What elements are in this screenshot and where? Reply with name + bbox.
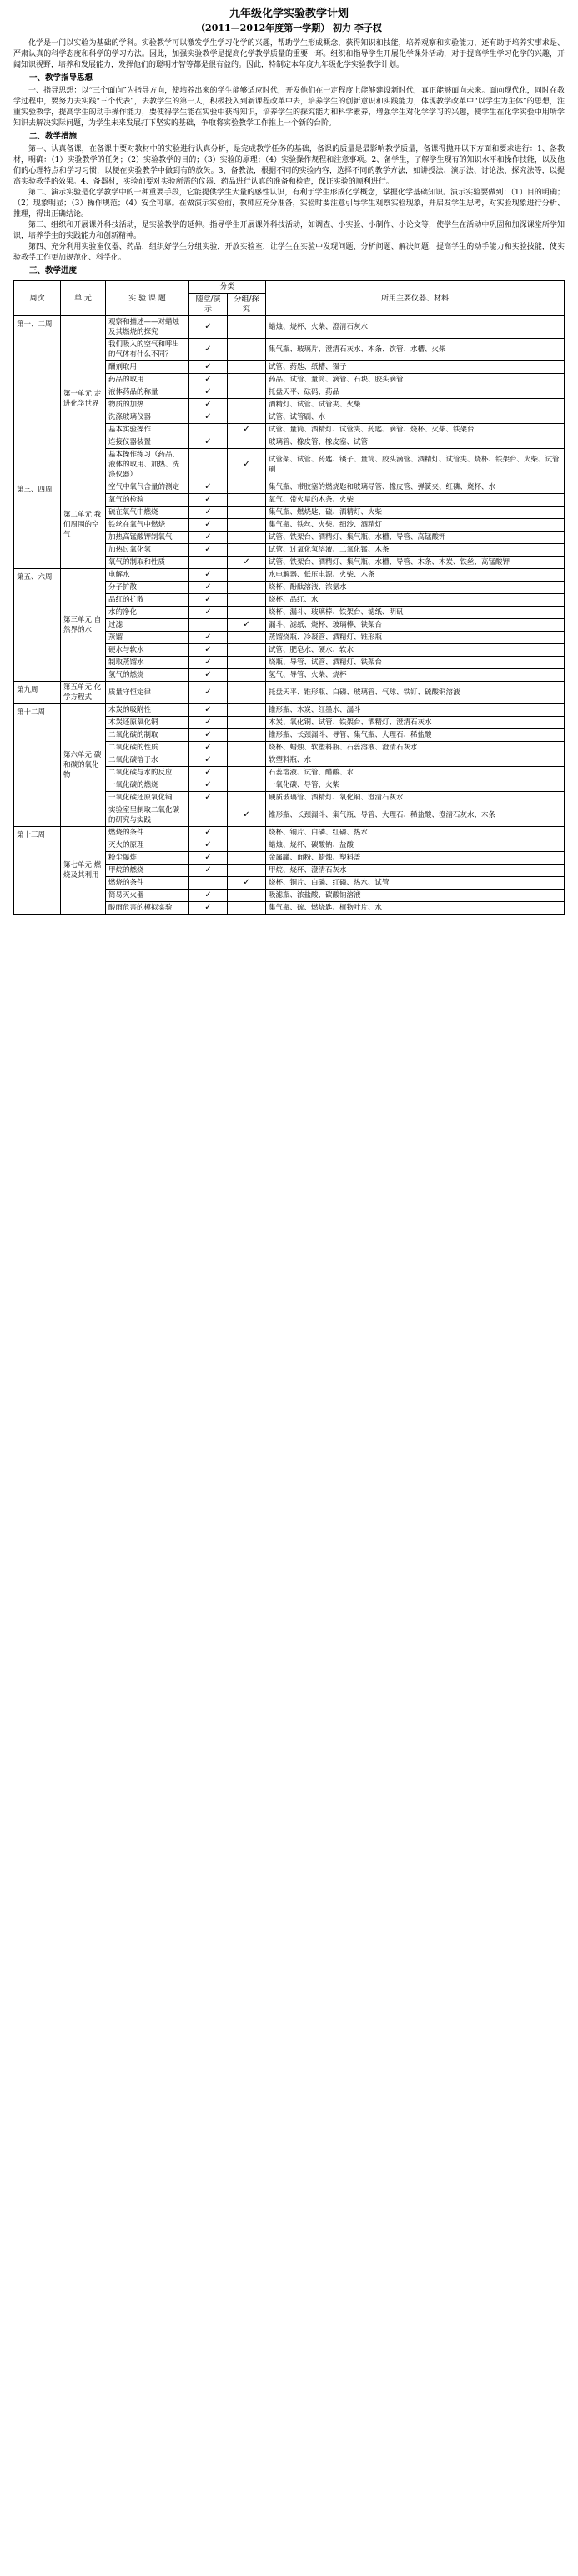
materials-cell: 硬质玻璃管、酒精灯、氧化铜、澄清石灰水 [266, 792, 565, 804]
week-cell: 第十二周 [14, 704, 61, 827]
demo-check-cell: ✓ [189, 316, 228, 339]
group-check-cell [228, 852, 266, 865]
group-check-cell [228, 657, 266, 669]
group-check-cell: ✓ [228, 557, 266, 569]
materials-cell: 试管、药匙、纸槽、镊子 [266, 361, 565, 374]
experiment-cell: 木炭的吸附性 [106, 704, 189, 717]
group-check-cell [228, 594, 266, 607]
schedule-body [14, 316, 565, 915]
group-check-cell [228, 339, 266, 361]
group-check-cell [228, 644, 266, 657]
group-check-cell [228, 582, 266, 594]
experiment-cell: 木炭还原氧化铜 [106, 717, 189, 729]
materials-cell: 烧杯、漏斗、玻璃棒、铁架台、滤纸、明矾 [266, 607, 565, 619]
materials-cell: 试管、铁架台、酒精灯、集气瓶、水槽、导管、高锰酸钾 [266, 532, 565, 544]
experiment-cell: 质量守恒定律 [106, 682, 189, 704]
demo-check-cell: ✓ [189, 544, 228, 557]
measure-paragraph-2: 第二、演示实验是化学教学中的一种重要手段，它能提供学生大量的感性认识，有利于学生形成化学概念，掌握化学基础知识。演示实验要做到：（1）目的明确；（2）现象明显；（3）操作规范；（4）安全可靠。在做演示实验前，教师应充分准备，实验时要注意引导学生观察实验现象，并启发学生思考，对实验现象进行分析、推理，得出正确结论。 [13, 189, 565, 219]
materials-cell: 锥形瓶、长颈漏斗、导管、集气瓶、大理石、稀盐酸 [266, 729, 565, 742]
demo-check-cell: ✓ [189, 669, 228, 682]
header-demo: 随堂/演示 [189, 294, 228, 316]
week-cell: 第三、四周 [14, 481, 61, 569]
week-cell: 第九周 [14, 682, 61, 704]
group-check-cell [228, 316, 266, 339]
experiment-cell: 连接仪器装置 [106, 436, 189, 449]
unit-cell: 第一单元 走进化学世界 [61, 316, 106, 481]
materials-cell: 烧杯、铜片、白磷、红磷、热水、试管 [266, 877, 565, 890]
group-check-cell [228, 532, 266, 544]
materials-cell: 吸滤瓶、浓盐酸、碳酸钠溶液 [266, 890, 565, 902]
materials-cell: 甲烷、烧杯、澄清石灰水 [266, 865, 565, 877]
schedule-table [13, 280, 565, 915]
materials-cell: 试管、过氧化氢溶液、二氧化锰、木条 [266, 544, 565, 557]
group-check-cell [228, 569, 266, 582]
experiment-cell: 二氧化碳的性质 [106, 742, 189, 754]
demo-check-cell [189, 619, 228, 632]
experiment-cell: 酸雨危害的模拟实验 [106, 902, 189, 915]
week-cell: 第十三周 [14, 827, 61, 915]
group-check-cell: ✓ [228, 804, 266, 827]
experiment-cell: 加热过氧化氢 [106, 544, 189, 557]
experiment-cell: 我们吸入的空气和呼出的气体有什么不同？ [106, 339, 189, 361]
experiment-cell: 一氧化碳的燃烧 [106, 779, 189, 792]
demo-check-cell: ✓ [189, 569, 228, 582]
group-check-cell [228, 507, 266, 519]
demo-check-cell: ✓ [189, 494, 228, 507]
experiment-cell: 氧气的检验 [106, 494, 189, 507]
header-category: 分类 [189, 281, 266, 294]
experiment-cell: 电解水 [106, 569, 189, 582]
materials-cell: 氢气、导管、火柴、烧杯 [266, 669, 565, 682]
group-check-cell [228, 399, 266, 411]
experiment-cell: 硬水与软水 [106, 644, 189, 657]
materials-cell: 集气瓶、带胶塞的燃烧匙和玻璃导管、橡皮管、弹簧夹、红磷、烧杯、水 [266, 481, 565, 494]
materials-cell: 蜡烛、烧杯、火柴、澄清石灰水 [266, 316, 565, 339]
experiment-cell: 二氧化碳的制取 [106, 729, 189, 742]
unit-cell: 第七单元 燃烧及其利用 [61, 827, 106, 915]
materials-cell: 烧杯、蜡烛、软塑料瓶、石蕊溶液、澄清石灰水 [266, 742, 565, 754]
experiment-cell: 加热高锰酸钾制氧气 [106, 532, 189, 544]
section-heading-1: 一、教学指导思想 [29, 73, 93, 83]
group-check-cell [228, 386, 266, 399]
demo-check-cell: ✓ [189, 411, 228, 424]
experiment-cell: 简易灭火器 [106, 890, 189, 902]
table-row [14, 704, 565, 717]
section-heading-2: 二、教学措施 [29, 132, 78, 141]
demo-check-cell: ✓ [189, 865, 228, 877]
measure-paragraph-4: 第四、充分利用实验室仪器、药品，组织好学生分组实验，开放实验室，让学生在实验中发现问题、分析问题、解决问题，提高学生的动手能力和实验技能，使实验教学工作更加规范化、科学化。 [13, 243, 565, 262]
demo-check-cell [189, 877, 228, 890]
group-check-cell [228, 632, 266, 644]
materials-cell: 石蕊溶液、试管、醋酸、水 [266, 767, 565, 779]
measure-paragraph-3: 第三、组织和开展课外科技活动，是实验教学的延伸。指导学生开展课外科技活动，如调查、小实验、小制作、小论文等，使学生在活动中巩固和加深课堂所学知识，培养学生的实践能力和创新精神。 [13, 221, 565, 240]
experiment-cell: 燃烧的条件 [106, 827, 189, 839]
experiment-cell: 观察和描述——对蜡烛及其燃烧的探究 [106, 316, 189, 339]
group-check-cell [228, 669, 266, 682]
unit-cell: 第二单元 我们周围的空气 [61, 481, 106, 569]
experiment-cell: 氧气的制取和性质 [106, 557, 189, 569]
demo-check-cell: ✓ [189, 827, 228, 839]
experiment-cell: 燃烧的条件 [106, 877, 189, 890]
experiment-cell: 水的净化 [106, 607, 189, 619]
experiment-cell: 药品的取用 [106, 374, 189, 386]
demo-check-cell: ✓ [189, 852, 228, 865]
materials-cell: 氧气、带火星的木条、火柴 [266, 494, 565, 507]
week-cell: 第五、六周 [14, 569, 61, 682]
materials-cell: 锥形瓶、长颈漏斗、集气瓶、导管、大理石、稀盐酸、澄清石灰水、木条 [266, 804, 565, 827]
demo-check-cell: ✓ [189, 582, 228, 594]
experiment-cell: 硫在氧气中燃烧 [106, 507, 189, 519]
experiment-cell: 铁丝在氧气中燃烧 [106, 519, 189, 532]
group-check-cell [228, 717, 266, 729]
experiment-cell: 二氧化碳溶于水 [106, 754, 189, 767]
experiment-cell: 粉尘爆炸 [106, 852, 189, 865]
materials-cell: 漏斗、滤纸、烧杯、玻璃棒、铁架台 [266, 619, 565, 632]
demo-check-cell: ✓ [189, 436, 228, 449]
header-unit: 单 元 [61, 281, 106, 316]
materials-cell: 蒸馏烧瓶、冷凝管、酒精灯、锥形瓶 [266, 632, 565, 644]
group-check-cell [228, 779, 266, 792]
materials-cell: 托盘天平、砝码、药品 [266, 386, 565, 399]
group-check-cell [228, 865, 266, 877]
materials-cell: 水电解器、低压电源、火柴、木条 [266, 569, 565, 582]
header-week: 周次 [14, 281, 61, 316]
demo-check-cell: ✓ [189, 594, 228, 607]
materials-cell: 集气瓶、硫、燃烧匙、植物叶片、水 [266, 902, 565, 915]
experiment-cell: 分子扩散 [106, 582, 189, 594]
demo-check-cell [189, 424, 228, 436]
demo-check-cell: ✓ [189, 754, 228, 767]
group-check-cell [228, 839, 266, 852]
demo-check-cell: ✓ [189, 532, 228, 544]
group-check-cell [228, 754, 266, 767]
demo-check-cell: ✓ [189, 519, 228, 532]
materials-cell: 烧杯、铜片、白磷、红磷、热水 [266, 827, 565, 839]
experiment-cell: 制取蒸馏水 [106, 657, 189, 669]
experiment-cell: 蒸馏 [106, 632, 189, 644]
experiment-cell: 实验室里制取二氧化碳的研究与实践 [106, 804, 189, 827]
group-check-cell [228, 890, 266, 902]
materials-cell: 锥形瓶、木炭、红墨水、漏斗 [266, 704, 565, 717]
demo-check-cell: ✓ [189, 657, 228, 669]
demo-check-cell: ✓ [189, 339, 228, 361]
demo-check-cell: ✓ [189, 481, 228, 494]
group-check-cell [228, 361, 266, 374]
table-row [14, 569, 565, 582]
group-check-cell: ✓ [228, 449, 266, 481]
document-page [13, 0, 565, 915]
experiment-cell: 物质的加热 [106, 399, 189, 411]
materials-cell: 试管架、试管、药匙、镊子、量筒、胶头滴管、酒精灯、试管夹、烧杯、铁架台、火柴、试管刷 [266, 449, 565, 481]
experiment-cell: 灭火的原理 [106, 839, 189, 852]
materials-cell: 试管、量筒、酒精灯、试管夹、药匙、滴管、烧杯、火柴、铁架台 [266, 424, 565, 436]
document-title: 九年级化学实验教学计划 [229, 8, 349, 20]
group-check-cell [228, 682, 266, 704]
group-check-cell: ✓ [228, 619, 266, 632]
group-check-cell [228, 729, 266, 742]
materials-cell: 托盘天平、锥形瓶、白磷、玻璃管、气球、铁钉、硫酸铜溶液 [266, 682, 565, 704]
demo-check-cell: ✓ [189, 779, 228, 792]
demo-check-cell: ✓ [189, 767, 228, 779]
experiment-cell: 甲烷的燃烧 [106, 865, 189, 877]
table-row [14, 827, 565, 839]
demo-check-cell: ✓ [189, 890, 228, 902]
materials-cell: 木炭、氧化铜、试管、铁架台、酒精灯、澄清石灰水 [266, 717, 565, 729]
header-group: 分组/探究 [228, 294, 266, 316]
group-check-cell: ✓ [228, 424, 266, 436]
materials-cell: 烧杯、品红、水 [266, 594, 565, 607]
guiding-paragraph: 一、指导思想：以“三个面向”为指导方向，使培养出来的学生能够适应时代，开发他们在一定程度上能够建设新时代，真正能够面向未来。面向现代化，同时在教学过程中，要努力去实践“三个代表”，去教学生的第一人，积极投入到新课程改革中去，培养学生的创新意识和实践能力，体现教学改革中“以学生为主体”的思想，注重实验教学，提高学生的动手操作能力，要使得学生能在实验中获得知识，培养学生的探究能力和科学素养，增强学生对化学学习的兴趣，使学生在化学实验中用所学知识去解决实际问题，为学生未来发展打下坚实的基础，争取将实验教学工作推上一个新的台阶。 [13, 87, 565, 128]
experiment-cell: 液体药品的称量 [106, 386, 189, 399]
demo-check-cell [189, 449, 228, 481]
materials-cell: 药品、试管、量筒、滴管、石块、胶头滴管 [266, 374, 565, 386]
group-check-cell [228, 767, 266, 779]
materials-cell: 蜡烛、烧杯、碳酸钠、盐酸 [266, 839, 565, 852]
group-check-cell [228, 519, 266, 532]
experiment-cell: 基本操作练习（药品、液体的取用、加热、洗涤仪器） [106, 449, 189, 481]
intro-paragraph: 化学是一门以实验为基础的学科。实验教学可以激发学生学习化学的兴趣，帮助学生形成概念，获得知识和技能，培养观察和实验能力，还有助于培养实事求是、严肃认真的科学态度和科学的学习方法。因此，加强实验教学是提高化学教学质量的重要一环。组织和指导学生开展化学课外活动，对于提高学生学习化学的兴趣，开阔知识视野，培养和发展能力，发挥他们的聪明才智等都是很有益的。因此，特制定本年度九年级化学实验教学计划。 [13, 39, 565, 69]
group-check-cell [228, 827, 266, 839]
unit-cell: 第五单元 化学方程式 [61, 682, 106, 704]
measure-paragraph-1: 第一、认真备课，在备课中要对教材中的实验进行认真分析，是完成教学任务的基础，备课的质量是最影响教学质量，备课得抛开以下方面和要求进行：1、备教材，明确：（1）实验教学的任务；（2）实验教学的目的；（3）实验的原理；（4）实验操作规程和注意事项。2、备学生，了解学生现有的知识水平和操作技能，以及他们的心理特点和学习习惯，以便在实验教学中做到有的放矢。3、备教法，根据不同的实验内容，选择不同的教学方法，如讲授法、演示法、讨论法、探究法等，以提高实验教学的效果。4、备器材，实验前要对实验所需的仪器、药品进行认真的准备和检查，保证实验的顺利进行。 [13, 145, 565, 186]
demo-check-cell [189, 557, 228, 569]
demo-check-cell: ✓ [189, 607, 228, 619]
materials-cell: 集气瓶、铁丝、火柴、细沙、酒精灯 [266, 519, 565, 532]
materials-cell: 一氧化碳、导管、火柴 [266, 779, 565, 792]
experiment-cell: 过滤 [106, 619, 189, 632]
group-check-cell [228, 902, 266, 915]
group-check-cell: ✓ [228, 877, 266, 890]
group-check-cell [228, 742, 266, 754]
demo-check-cell: ✓ [189, 704, 228, 717]
demo-check-cell: ✓ [189, 361, 228, 374]
group-check-cell [228, 494, 266, 507]
group-check-cell [228, 792, 266, 804]
experiment-cell: 洗涤玻璃仪器 [106, 411, 189, 424]
experiment-cell: 基本实验操作 [106, 424, 189, 436]
section-heading-3: 三、教学进度 [29, 266, 78, 275]
demo-check-cell: ✓ [189, 399, 228, 411]
materials-cell: 酒精灯、试管、试管夹、火柴 [266, 399, 565, 411]
experiment-cell: 一氧化碳还原氧化铜 [106, 792, 189, 804]
demo-check-cell: ✓ [189, 644, 228, 657]
group-check-cell [228, 544, 266, 557]
document-subtitle: （2011—2012年度第一学期） 初力 李子权 [196, 23, 382, 33]
experiment-cell: 酬剂取用 [106, 361, 189, 374]
demo-check-cell: ✓ [189, 386, 228, 399]
table-row [14, 682, 565, 704]
materials-cell: 集气瓶、玻璃片、澄清石灰水、木条、饮管、水槽、火柴 [266, 339, 565, 361]
demo-check-cell: ✓ [189, 632, 228, 644]
demo-check-cell: ✓ [189, 682, 228, 704]
table-header-row [14, 281, 565, 294]
materials-cell: 集气瓶、燃烧匙、硫、酒精灯、火柴 [266, 507, 565, 519]
materials-cell: 金属罐、面粉、蜡烛、塑料盖 [266, 852, 565, 865]
week-cell: 第一、二周 [14, 316, 61, 481]
group-check-cell [228, 704, 266, 717]
header-materials: 所用主要仪器、材料 [266, 281, 565, 316]
materials-cell: 玻璃管、橡皮管、橡皮塞、试管 [266, 436, 565, 449]
materials-cell: 试管、试管刷、水 [266, 411, 565, 424]
table-row [14, 481, 565, 494]
experiment-cell: 二氧化碳与水的反应 [106, 767, 189, 779]
demo-check-cell: ✓ [189, 729, 228, 742]
demo-check-cell: ✓ [189, 902, 228, 915]
unit-cell: 第六单元 碳和碳的氧化物 [61, 704, 106, 827]
experiment-cell: 空气中氧气含量的测定 [106, 481, 189, 494]
materials-cell: 烧瓶、导管、试管、酒精灯、铁架台 [266, 657, 565, 669]
demo-check-cell: ✓ [189, 717, 228, 729]
group-check-cell [228, 436, 266, 449]
group-check-cell [228, 411, 266, 424]
demo-check-cell: ✓ [189, 374, 228, 386]
group-check-cell [228, 481, 266, 494]
unit-cell: 第三单元 自然界的水 [61, 569, 106, 682]
materials-cell: 试管、铁架台、酒精灯、集气瓶、水槽、导管、木条、木炭、铁丝、高锰酸钾 [266, 557, 565, 569]
header-experiment: 实 验 课 题 [106, 281, 189, 316]
materials-cell: 试管、肥皂水、硬水、软水 [266, 644, 565, 657]
group-check-cell [228, 607, 266, 619]
demo-check-cell: ✓ [189, 742, 228, 754]
group-check-cell [228, 374, 266, 386]
experiment-cell: 品红的扩散 [106, 594, 189, 607]
demo-check-cell: ✓ [189, 839, 228, 852]
materials-cell: 软塑料瓶、水 [266, 754, 565, 767]
experiment-cell: 氢气的燃烧 [106, 669, 189, 682]
demo-check-cell [189, 804, 228, 827]
demo-check-cell: ✓ [189, 792, 228, 804]
demo-check-cell: ✓ [189, 507, 228, 519]
materials-cell: 烧杯、酚酞溶液、浓氨水 [266, 582, 565, 594]
table-row [14, 316, 565, 339]
